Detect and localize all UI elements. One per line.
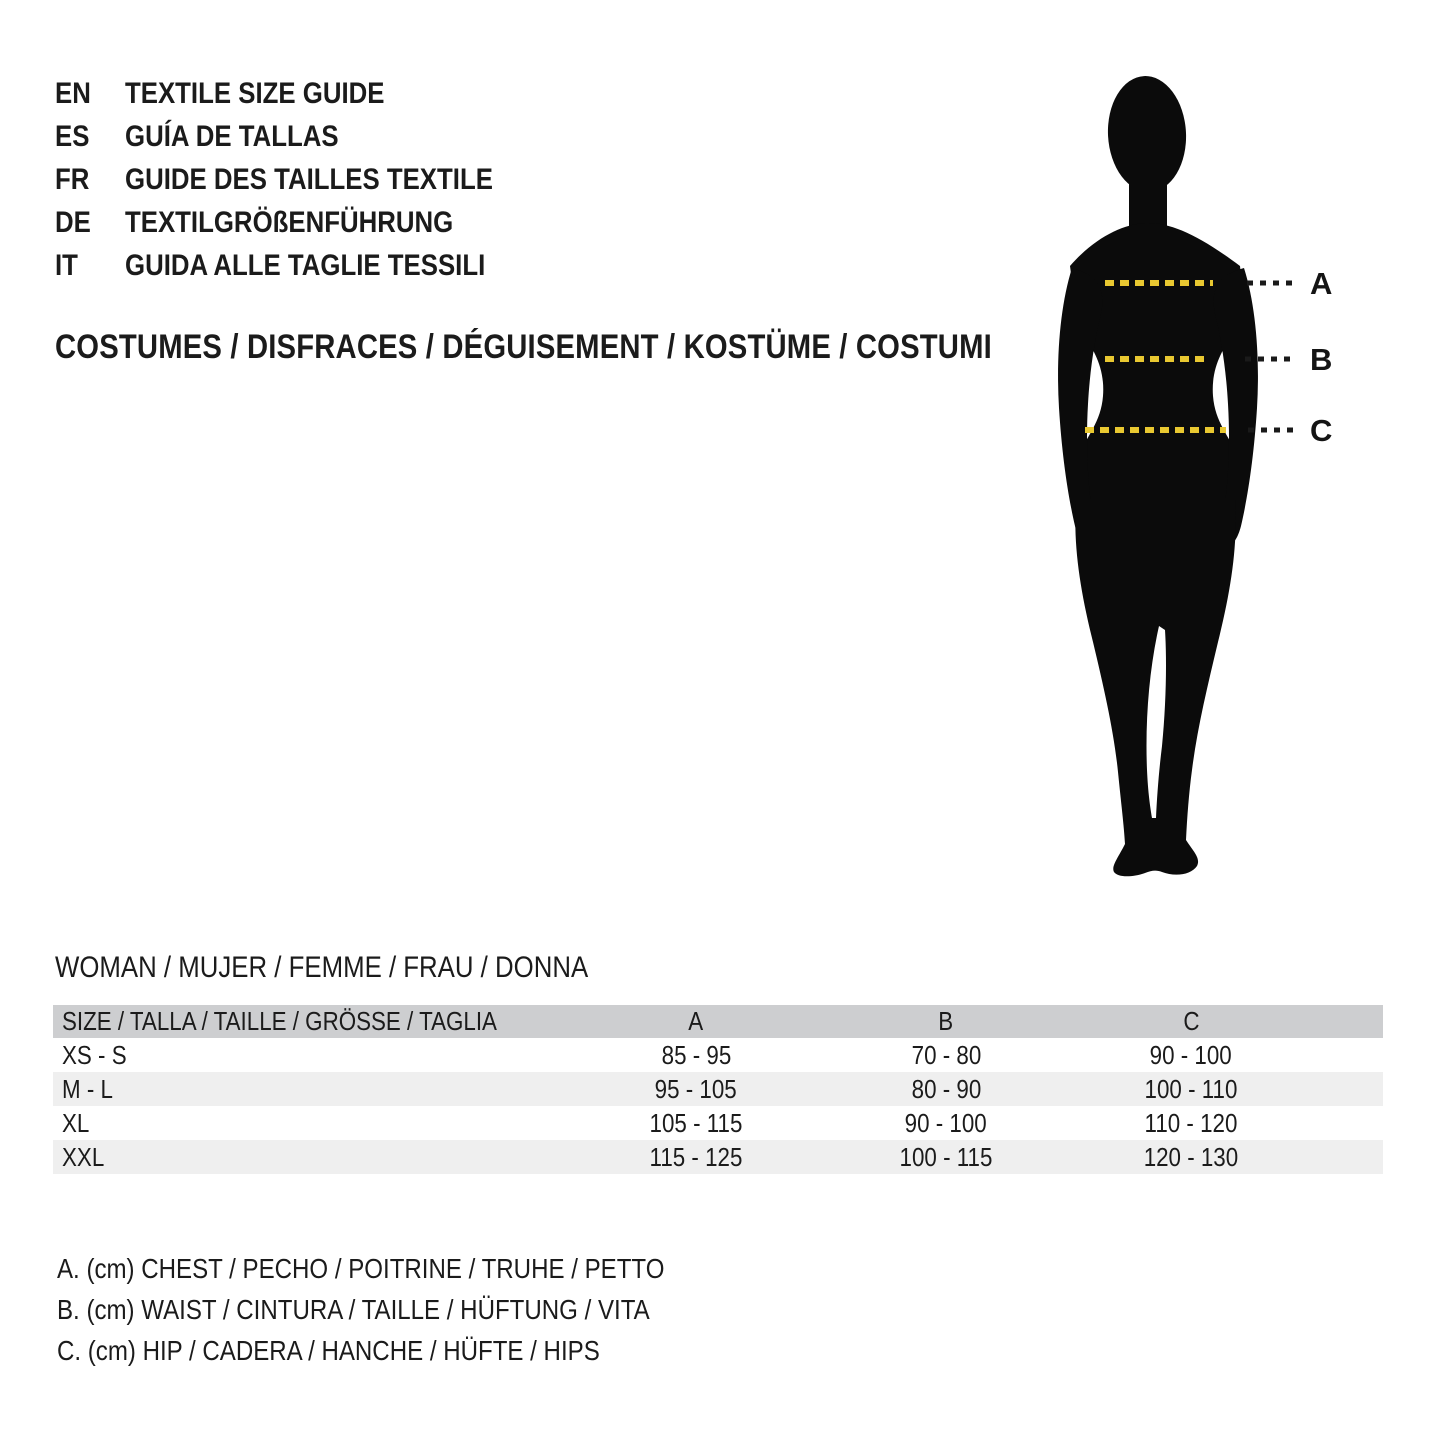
cell-b: 80 - 90 — [911, 1073, 981, 1104]
language-row-es — [55, 115, 553, 158]
measurement-figure — [990, 70, 1350, 880]
size-table-row-xl — [53, 1106, 1383, 1140]
cell-b: 70 - 80 — [911, 1039, 981, 1070]
language-row-en — [55, 72, 553, 115]
cell-a: 115 - 125 — [649, 1141, 743, 1172]
language-code: ES — [55, 120, 90, 153]
cell-c: 90 - 100 — [1149, 1039, 1233, 1070]
language-title: GUIDA ALLE TAGLIE TESSILI — [125, 249, 486, 282]
measurement-notes — [57, 1248, 763, 1371]
size-table-row-xs-s — [53, 1038, 1383, 1072]
cell-c: 100 - 110 — [1144, 1073, 1238, 1104]
header-col-c: C — [1182, 1006, 1200, 1036]
language-code: IT — [55, 249, 78, 282]
header-col-a: A — [688, 1006, 704, 1036]
row-size-label: XL — [62, 1107, 90, 1138]
language-title-list — [55, 72, 553, 287]
language-title: GUIDE DES TAILLES TEXTILE — [125, 163, 493, 196]
language-row-it — [55, 244, 553, 287]
cell-c: 110 - 120 — [1144, 1107, 1238, 1138]
cell-a: 95 - 105 — [654, 1073, 738, 1104]
language-title: TEXTILGRÖßENFÜHRUNG — [125, 206, 454, 239]
size-table-row-xxl — [53, 1140, 1383, 1174]
note-waist: B. (cm) WAIST / CINTURA / TAILLE / HÜFTUNG / VITA — [57, 1294, 650, 1325]
note-chest: A. (cm) CHEST / PECHO / POITRINE / TRUHE / PETTO — [57, 1253, 665, 1284]
language-title: TEXTILE SIZE GUIDE — [125, 77, 385, 110]
language-code: EN — [55, 77, 91, 110]
row-size-label: XXL — [62, 1141, 105, 1172]
cell-a: 85 - 95 — [661, 1039, 731, 1070]
cell-a: 105 - 115 — [649, 1107, 743, 1138]
row-size-label: XS - S — [62, 1039, 127, 1070]
category-title: COSTUMES / DISFRACES / DÉGUISEMENT / KOSTÜME / COSTUMI — [55, 328, 992, 366]
language-title: GUÍA DE TALLAS — [125, 120, 339, 153]
header-size-label: SIZE / TALLA / TAILLE / GRÖSSE / TAGLIA — [62, 1006, 497, 1036]
measure-label-b: B — [1310, 342, 1333, 377]
size-table — [53, 1005, 1383, 1174]
woman-silhouette-diagram — [990, 70, 1350, 880]
note-hip: C. (cm) HIP / CADERA / HANCHE / HÜFTE / HIPS — [57, 1335, 600, 1366]
size-table-header-row — [53, 1005, 1383, 1038]
measure-label-a: A — [1310, 266, 1333, 301]
cell-b: 90 - 100 — [904, 1107, 988, 1138]
row-size-label: M - L — [62, 1073, 113, 1104]
language-row-fr — [55, 158, 553, 201]
language-code: DE — [55, 206, 91, 239]
header-col-b: B — [938, 1006, 954, 1036]
measure-label-c: C — [1310, 413, 1333, 448]
section-title-woman: WOMAN / MUJER / FEMME / FRAU / DONNA — [55, 951, 589, 984]
language-row-de — [55, 201, 553, 244]
size-table-row-m-l — [53, 1072, 1383, 1106]
cell-c: 120 - 130 — [1143, 1141, 1239, 1172]
cell-b: 100 - 115 — [899, 1141, 993, 1172]
language-code: FR — [55, 163, 90, 196]
